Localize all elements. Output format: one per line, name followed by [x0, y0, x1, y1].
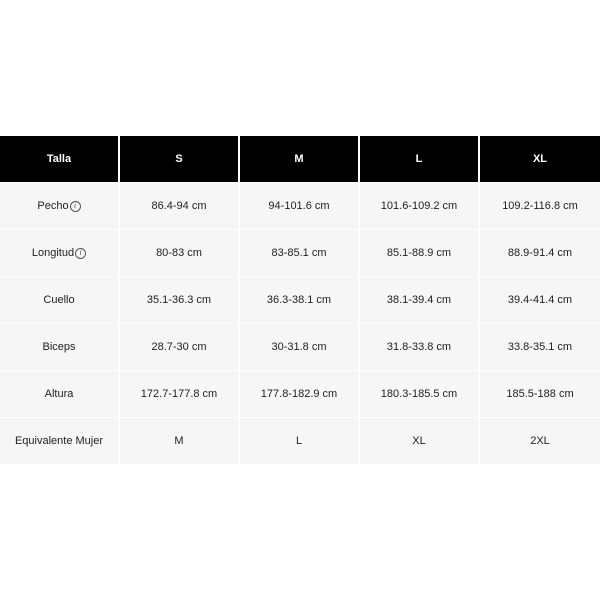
table-row-altura — [0, 370, 600, 417]
table-cell: 94-101.6 cm — [240, 182, 360, 229]
table-cell: 36.3-38.1 cm — [240, 276, 360, 323]
table-cell: 80-83 cm — [120, 229, 240, 276]
row-label-cell — [0, 182, 120, 229]
table-cell: 2XL — [480, 417, 600, 464]
table-row-equivalente-mujer — [0, 417, 600, 464]
table-row-pecho — [0, 182, 600, 229]
row-label-cell: Biceps — [0, 323, 120, 370]
table-cell: 83-85.1 cm — [240, 229, 360, 276]
row-label: Pecho — [37, 200, 69, 212]
header-cell-s: S — [120, 136, 240, 182]
table-cell: 39.4-41.4 cm — [480, 276, 600, 323]
header-cell-talla: Talla — [0, 136, 120, 182]
row-label-cell — [0, 229, 120, 276]
info-icon[interactable]: i — [75, 248, 86, 259]
table-cell: 180.3-185.5 cm — [360, 370, 480, 417]
table-cell: 177.8-182.9 cm — [240, 370, 360, 417]
table-cell: M — [120, 417, 240, 464]
table-cell: 172.7-177.8 cm — [120, 370, 240, 417]
table-cell: 86.4-94 cm — [120, 182, 240, 229]
table-cell: L — [240, 417, 360, 464]
row-label-cell: Altura — [0, 370, 120, 417]
table-cell: 185.5-188 cm — [480, 370, 600, 417]
info-icon[interactable]: i — [70, 201, 81, 212]
table-cell: 33.8-35.1 cm — [480, 323, 600, 370]
table-cell: 28.7-30 cm — [120, 323, 240, 370]
table-cell: 38.1-39.4 cm — [360, 276, 480, 323]
table-cell: 31.8-33.8 cm — [360, 323, 480, 370]
size-chart-header — [0, 136, 600, 182]
table-row-biceps — [0, 323, 600, 370]
table-cell: 101.6-109.2 cm — [360, 182, 480, 229]
row-label: Longitud — [31, 247, 75, 259]
row-label-cell: Equivalente Mujer — [0, 417, 120, 464]
size-chart-body — [0, 182, 600, 464]
header-cell-m: M — [240, 136, 360, 182]
table-cell: 30-31.8 cm — [240, 323, 360, 370]
row-label-cell: Cuello — [0, 276, 120, 323]
table-cell: 85.1-88.9 cm — [360, 229, 480, 276]
table-row-longitud — [0, 229, 600, 276]
table-row-cuello — [0, 276, 600, 323]
header-row — [0, 136, 600, 182]
table-cell: 109.2-116.8 cm — [480, 182, 600, 229]
table-cell: 35.1-36.3 cm — [120, 276, 240, 323]
table-cell: XL — [360, 417, 480, 464]
header-cell-l: L — [360, 136, 480, 182]
table-cell: 88.9-91.4 cm — [480, 229, 600, 276]
header-cell-xl: XL — [480, 136, 600, 182]
size-chart-table — [0, 136, 600, 464]
